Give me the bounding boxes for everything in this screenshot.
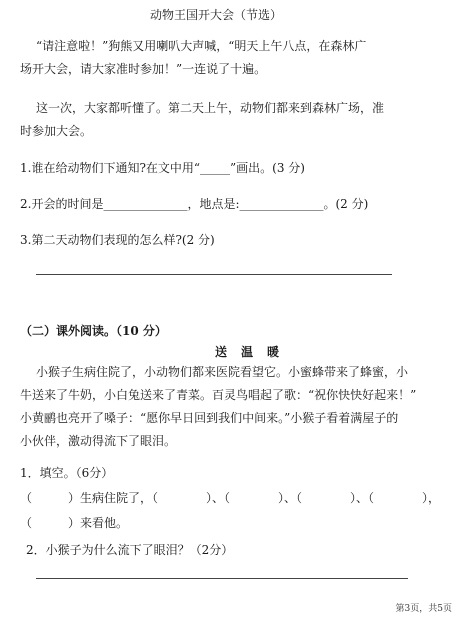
story-line-4: 小伙伴，激动得流下了眼泪。 bbox=[20, 434, 177, 448]
question-why-tears: 2．小猴子为什么流下了眼泪？（2分） bbox=[26, 543, 234, 557]
story-line-3: 小黄鹂也亮开了嗓子：“愿你早日回到我们中间来。”小猴子看着满屋子的 bbox=[20, 411, 399, 425]
question-1: 1.谁在给动物们下通知?在文中用“_____”画出。(3 分) bbox=[20, 161, 305, 175]
page-footer: 第3页，共5页 bbox=[395, 604, 452, 614]
fill-blank-line-2: （ ）来看他。 bbox=[20, 516, 129, 530]
question-2: 2.开会的时间是______________，地点是:______________。(2 分) bbox=[20, 197, 369, 211]
question-3: 3.第二天动物们表现的怎么样?(2 分) bbox=[20, 233, 215, 247]
paragraph-2-line-1: 这一次，大家都听懂了。第二天上午，动物们都来到森林广场，准 bbox=[36, 101, 385, 115]
story-line-1: 小猴子生病住院了，小动物们都来医院看望它。小蜜蜂带来了蜂蜜，小 bbox=[36, 365, 409, 379]
story-title: 送 温 暖 bbox=[215, 345, 281, 359]
fill-question: 1．填空。（6分） bbox=[20, 466, 114, 480]
fill-blank-line-1: （ ）生病住院了，（ ）、（ ）、（ ）、（ ）， bbox=[20, 491, 441, 505]
paragraph-1-line-2: 场开大会，请大家准时参加！”一连说了十遍。 bbox=[20, 62, 267, 76]
passage-title: 动物王国开大会（节选） bbox=[150, 8, 283, 22]
paragraph-1-line-1: “请注意啦！”狗熊又用喇叭大声喊，“明天上午八点，在森林广 bbox=[36, 39, 367, 53]
paragraph-2-line-2: 时参加大会。 bbox=[20, 124, 93, 138]
story-line-2: 牛送来了牛奶，小白兔送来了青菜。百灵鸟唱起了歌：“祝你快快好起来！” bbox=[20, 388, 417, 402]
section-heading: （二）课外阅读。（10 分） bbox=[20, 324, 167, 338]
answer-line-2 bbox=[36, 578, 408, 579]
answer-line bbox=[36, 274, 392, 275]
